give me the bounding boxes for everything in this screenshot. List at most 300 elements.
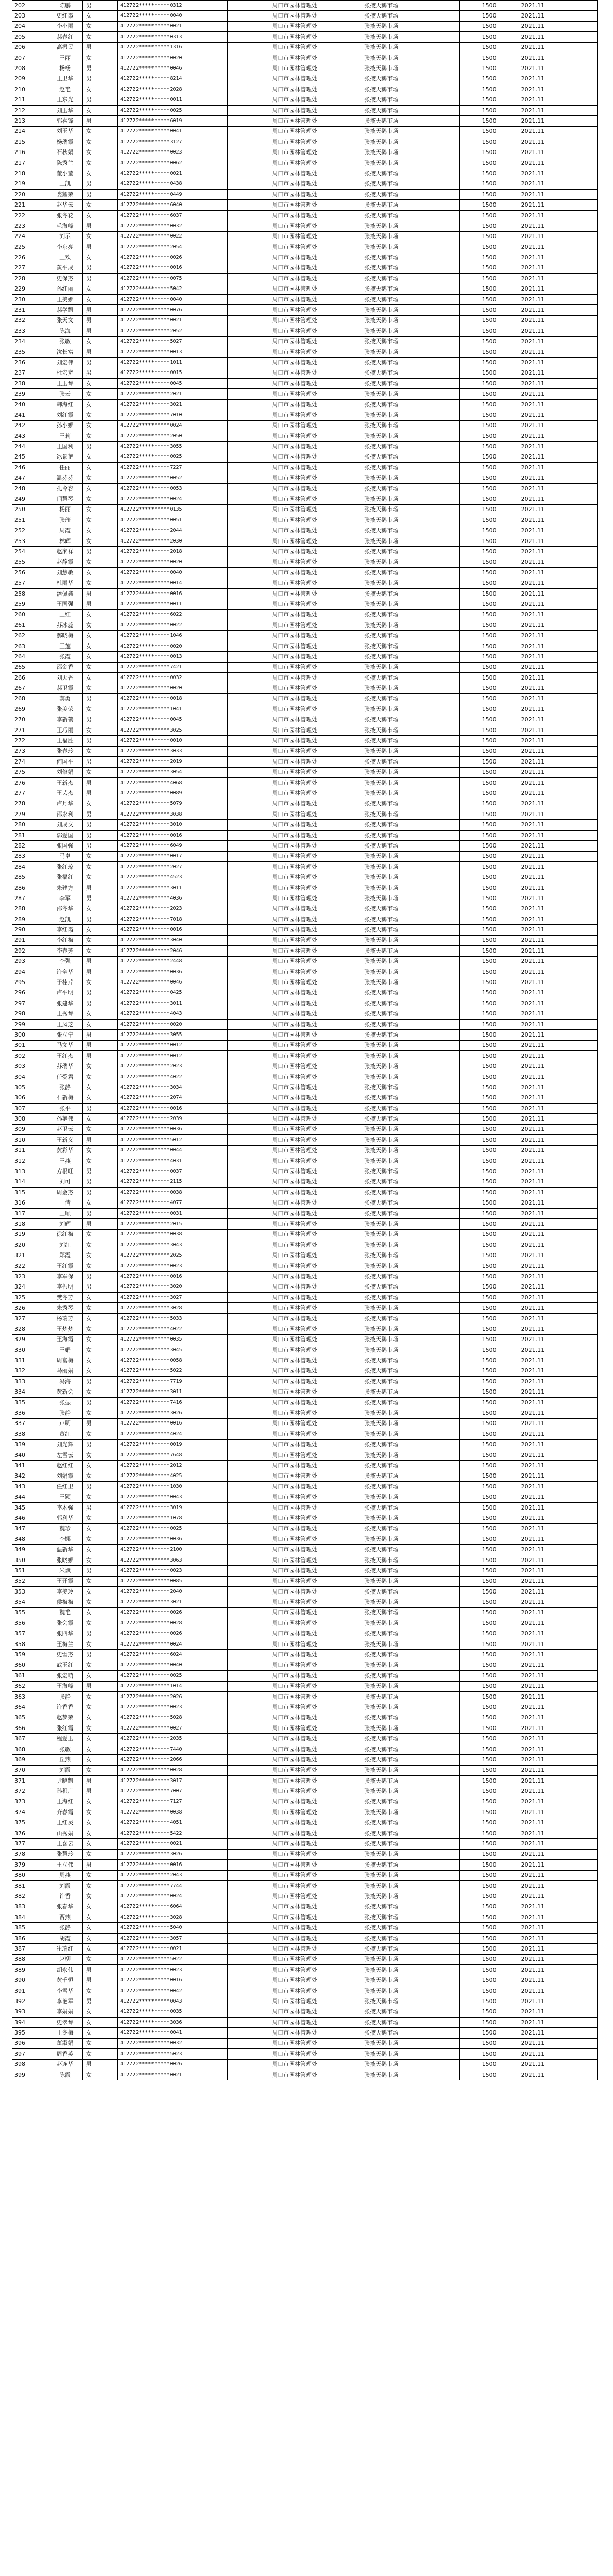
row-number-cell: 267 xyxy=(12,683,47,693)
table-row xyxy=(12,158,598,168)
gender-cell: 女 xyxy=(82,473,117,483)
position-cell: 张掖天鹅市场 xyxy=(362,673,460,683)
organization-cell: 周口市园林管理处 xyxy=(228,609,362,620)
gender-cell: 女 xyxy=(82,1408,117,1418)
organization-cell: 周口市园林管理处 xyxy=(228,1807,362,1818)
row-number-cell: 291 xyxy=(12,935,47,945)
table-row xyxy=(12,452,598,462)
organization-cell: 周口市园林管理处 xyxy=(228,1744,362,1754)
row-number-cell: 307 xyxy=(12,1104,47,1114)
name-cell: 史雪杰 xyxy=(47,1650,82,1660)
organization-cell: 周口市园林管理处 xyxy=(228,904,362,914)
table-row xyxy=(12,200,598,210)
table-row xyxy=(12,998,598,1009)
date-cell: 2021.11 xyxy=(519,336,597,347)
table-row xyxy=(12,494,598,504)
id-number-cell: 412722**********0040 xyxy=(118,568,228,578)
gender-cell: 女 xyxy=(82,399,117,410)
date-cell: 2021.11 xyxy=(519,1555,597,1565)
organization-cell: 周口市园林管理处 xyxy=(228,1156,362,1166)
name-cell: 张美荣 xyxy=(47,704,82,715)
date-cell: 2021.11 xyxy=(519,126,597,137)
gender-cell: 女 xyxy=(82,1902,117,1912)
name-cell: 李军 xyxy=(47,893,82,904)
id-number-cell: 412722**********0023 xyxy=(118,1566,228,1576)
amount-cell: 1500 xyxy=(459,1418,519,1429)
amount-cell: 1500 xyxy=(459,1797,519,1807)
table-row xyxy=(12,1860,598,1870)
date-cell: 2021.11 xyxy=(519,2028,597,2038)
name-cell: 王秀琴 xyxy=(47,1009,82,1019)
row-number-cell: 397 xyxy=(12,2049,47,2059)
table-row xyxy=(12,1303,598,1313)
amount-cell: 1500 xyxy=(459,536,519,546)
name-cell: 张晓娜 xyxy=(47,1555,82,1565)
amount-cell: 1500 xyxy=(459,809,519,820)
organization-cell: 周口市园林管理处 xyxy=(228,158,362,168)
table-row xyxy=(12,1723,598,1734)
position-cell: 张掖天鹅市场 xyxy=(362,1860,460,1870)
table-row xyxy=(12,2007,598,2017)
row-number-cell: 276 xyxy=(12,777,47,788)
date-cell: 2021.11 xyxy=(519,399,597,410)
gender-cell: 女 xyxy=(82,1229,117,1240)
row-number-cell: 289 xyxy=(12,914,47,924)
name-cell: 王芸杰 xyxy=(47,788,82,799)
date-cell: 2021.11 xyxy=(519,1954,597,1964)
gender-cell: 女 xyxy=(82,200,117,210)
gender-cell: 女 xyxy=(82,1114,117,1124)
position-cell: 张掖天鹅市场 xyxy=(362,84,460,95)
name-cell: 林辉 xyxy=(47,536,82,546)
gender-cell: 女 xyxy=(82,746,117,756)
table-row xyxy=(12,925,598,935)
gender-cell: 女 xyxy=(82,1293,117,1303)
organization-cell: 周口市园林管理处 xyxy=(228,389,362,399)
id-number-cell: 412722**********0036 xyxy=(118,1534,228,1545)
date-cell: 2021.11 xyxy=(519,1650,597,1660)
table-row xyxy=(12,1418,598,1429)
id-number-cell: 412722**********0021 xyxy=(118,1839,228,1849)
position-cell: 张掖天鹅市场 xyxy=(362,1471,460,1481)
name-cell: 张福红 xyxy=(47,872,82,883)
name-cell: 王海红 xyxy=(47,1797,82,1807)
date-cell: 2021.11 xyxy=(519,1124,597,1134)
table-row xyxy=(12,1208,598,1218)
position-cell: 张掖天鹅市场 xyxy=(362,746,460,756)
gender-cell: 女 xyxy=(82,1145,117,1156)
id-number-cell: 412722**********4051 xyxy=(118,1818,228,1828)
name-cell: 黄新会 xyxy=(47,1387,82,1397)
date-cell: 2021.11 xyxy=(519,568,597,578)
name-cell: 张春玲 xyxy=(47,746,82,756)
gender-cell: 女 xyxy=(82,799,117,809)
amount-cell: 1500 xyxy=(459,1061,519,1072)
position-cell: 张掖天鹅市场 xyxy=(362,588,460,599)
organization-cell: 周口市园林管理处 xyxy=(228,84,362,95)
date-cell: 2021.11 xyxy=(519,1439,597,1450)
table-row xyxy=(12,389,598,399)
position-cell: 张掖天鹅市场 xyxy=(362,1975,460,1986)
table-row xyxy=(12,1576,598,1586)
row-number-cell: 288 xyxy=(12,904,47,914)
amount-cell: 1500 xyxy=(459,1450,519,1460)
row-number-cell: 347 xyxy=(12,1523,47,1534)
gender-cell: 女 xyxy=(82,609,117,620)
gender-cell: 女 xyxy=(82,620,117,631)
name-cell: 张立宁 xyxy=(47,1030,82,1040)
row-number-cell: 241 xyxy=(12,410,47,420)
amount-cell: 1500 xyxy=(459,463,519,473)
amount-cell: 1500 xyxy=(459,1902,519,1912)
name-cell: 张天文 xyxy=(47,315,82,326)
organization-cell: 周口市园林管理处 xyxy=(228,420,362,431)
id-number-cell: 412722**********0012 xyxy=(118,1051,228,1061)
organization-cell: 周口市园林管理处 xyxy=(228,1072,362,1082)
name-cell: 张红霞 xyxy=(47,1723,82,1734)
table-row xyxy=(12,63,598,74)
row-number-cell: 278 xyxy=(12,799,47,809)
amount-cell: 1500 xyxy=(459,420,519,431)
gender-cell: 男 xyxy=(82,190,117,200)
table-row xyxy=(12,1891,598,1902)
position-cell: 张掖天鹅市场 xyxy=(362,767,460,777)
date-cell: 2021.11 xyxy=(519,904,597,914)
amount-cell: 1500 xyxy=(459,1072,519,1082)
amount-cell: 1500 xyxy=(459,2028,519,2038)
row-number-cell: 320 xyxy=(12,1240,47,1250)
name-cell: 任丽 xyxy=(47,463,82,473)
id-number-cell: 412722**********0016 xyxy=(118,1975,228,1986)
id-number-cell: 412722**********2074 xyxy=(118,1093,228,1103)
id-number-cell: 412722**********3021 xyxy=(118,399,228,410)
position-cell: 张掖天鹅市场 xyxy=(362,1713,460,1723)
amount-cell: 1500 xyxy=(459,557,519,567)
date-cell: 2021.11 xyxy=(519,1461,597,1471)
name-cell: 张会霞 xyxy=(47,1618,82,1629)
date-cell: 2021.11 xyxy=(519,1082,597,1093)
table-row xyxy=(12,1408,598,1418)
gender-cell: 女 xyxy=(82,568,117,578)
position-cell: 张掖天鹅市场 xyxy=(362,1145,460,1156)
name-cell: 朱建方 xyxy=(47,883,82,893)
position-cell: 张掖天鹅市场 xyxy=(362,274,460,284)
row-number-cell: 221 xyxy=(12,200,47,210)
id-number-cell: 412722**********0021 xyxy=(118,168,228,179)
name-cell: 胡霞 xyxy=(47,1933,82,1943)
organization-cell: 周口市园林管理处 xyxy=(228,830,362,840)
amount-cell: 1500 xyxy=(459,620,519,631)
amount-cell: 1500 xyxy=(459,1691,519,1702)
row-number-cell: 287 xyxy=(12,893,47,904)
gender-cell: 女 xyxy=(82,2018,117,2028)
id-number-cell: 412722**********0085 xyxy=(118,1576,228,1586)
id-number-cell: 412722**********0032 xyxy=(118,673,228,683)
position-cell: 张掖天鹅市场 xyxy=(362,1,460,11)
date-cell: 2021.11 xyxy=(519,326,597,336)
position-cell: 张掖天鹅市场 xyxy=(362,126,460,137)
date-cell: 2021.11 xyxy=(519,799,597,809)
organization-cell: 周口市园林管理处 xyxy=(228,956,362,967)
gender-cell: 女 xyxy=(82,1797,117,1807)
amount-cell: 1500 xyxy=(459,515,519,526)
gender-cell: 女 xyxy=(82,494,117,504)
table-row xyxy=(12,536,598,546)
date-cell: 2021.11 xyxy=(519,494,597,504)
gender-cell: 女 xyxy=(82,1429,117,1439)
position-cell: 张掖天鹅市场 xyxy=(362,1734,460,1744)
organization-cell: 周口市园林管理处 xyxy=(228,11,362,21)
position-cell: 张掖天鹅市场 xyxy=(362,1933,460,1943)
date-cell: 2021.11 xyxy=(519,1104,597,1114)
name-cell: 张振 xyxy=(47,1397,82,1408)
name-cell: 王红 xyxy=(47,609,82,620)
organization-cell: 周口市园林管理处 xyxy=(228,757,362,767)
name-cell: 尹晓凯 xyxy=(47,1776,82,1786)
table-row xyxy=(12,1744,598,1754)
name-cell: 李娟娟 xyxy=(47,2007,82,2017)
organization-cell: 周口市园林管理处 xyxy=(228,263,362,273)
id-number-cell: 412722**********3028 xyxy=(118,1912,228,1923)
table-row xyxy=(12,1293,598,1303)
row-number-cell: 297 xyxy=(12,998,47,1009)
table-row xyxy=(12,1765,598,1775)
date-cell: 2021.11 xyxy=(519,1324,597,1334)
position-cell: 张掖天鹅市场 xyxy=(362,1397,460,1408)
id-number-cell: 412722**********0025 xyxy=(118,105,228,115)
table-row xyxy=(12,326,598,336)
name-cell: 刘修娟 xyxy=(47,767,82,777)
id-number-cell: 412722**********7018 xyxy=(118,914,228,924)
name-cell: 娄耀荣 xyxy=(47,190,82,200)
amount-cell: 1500 xyxy=(459,1,519,11)
row-number-cell: 378 xyxy=(12,1849,47,1859)
row-number-cell: 324 xyxy=(12,1282,47,1292)
row-number-cell: 225 xyxy=(12,242,47,252)
gender-cell: 男 xyxy=(82,1377,117,1387)
date-cell: 2021.11 xyxy=(519,1408,597,1418)
id-number-cell: 412722**********0062 xyxy=(118,158,228,168)
row-number-cell: 228 xyxy=(12,274,47,284)
date-cell: 2021.11 xyxy=(519,210,597,221)
amount-cell: 1500 xyxy=(459,147,519,158)
table-row xyxy=(12,1355,598,1366)
table-row xyxy=(12,693,598,704)
gender-cell: 女 xyxy=(82,1345,117,1355)
id-number-cell: 412722**********6019 xyxy=(118,116,228,126)
table-row xyxy=(12,399,598,410)
organization-cell: 周口市园林管理处 xyxy=(228,168,362,179)
table-row xyxy=(12,242,598,252)
row-number-cell: 345 xyxy=(12,1502,47,1513)
date-cell: 2021.11 xyxy=(519,1776,597,1786)
name-cell: 杜宏宽 xyxy=(47,368,82,378)
amount-cell: 1500 xyxy=(459,53,519,63)
id-number-cell: 412722**********3036 xyxy=(118,2018,228,2028)
amount-cell: 1500 xyxy=(459,736,519,746)
row-number-cell: 399 xyxy=(12,2070,47,2080)
organization-cell: 周口市园林管理处 xyxy=(228,1660,362,1670)
date-cell: 2021.11 xyxy=(519,42,597,53)
organization-cell: 周口市园林管理处 xyxy=(228,1912,362,1923)
organization-cell: 周口市园林管理处 xyxy=(228,1492,362,1502)
table-row xyxy=(12,147,598,158)
amount-cell: 1500 xyxy=(459,872,519,883)
table-row xyxy=(12,1818,598,1828)
organization-cell: 周口市园林管理处 xyxy=(228,53,362,63)
amount-cell: 1500 xyxy=(459,84,519,95)
position-cell: 张掖天鹅市场 xyxy=(362,399,460,410)
table-row xyxy=(12,809,598,820)
gender-cell: 女 xyxy=(82,452,117,462)
row-number-cell: 303 xyxy=(12,1061,47,1072)
date-cell: 2021.11 xyxy=(519,693,597,704)
name-cell: 崔瑞红 xyxy=(47,1944,82,1954)
position-cell: 张掖天鹅市场 xyxy=(362,788,460,799)
position-cell: 张掖天鹅市场 xyxy=(362,1104,460,1114)
row-number-cell: 242 xyxy=(12,420,47,431)
position-cell: 张掖天鹅市场 xyxy=(362,925,460,935)
table-row xyxy=(12,1629,598,1639)
position-cell: 张掖天鹅市场 xyxy=(362,1618,460,1629)
table-row xyxy=(12,1188,598,1198)
position-cell: 张掖天鹅市场 xyxy=(362,1135,460,1145)
date-cell: 2021.11 xyxy=(519,1902,597,1912)
amount-cell: 1500 xyxy=(459,830,519,840)
date-cell: 2021.11 xyxy=(519,1586,597,1597)
id-number-cell: 412722**********0040 xyxy=(118,294,228,304)
amount-cell: 1500 xyxy=(459,2049,519,2059)
amount-cell: 1500 xyxy=(459,704,519,715)
id-number-cell: 412722**********3011 xyxy=(118,998,228,1009)
position-cell: 张掖天鹅市场 xyxy=(362,1408,460,1418)
table-row xyxy=(12,1607,598,1618)
amount-cell: 1500 xyxy=(459,777,519,788)
id-number-cell: 412722**********0025 xyxy=(118,452,228,462)
amount-cell: 1500 xyxy=(459,105,519,115)
table-row xyxy=(12,515,598,526)
row-number-cell: 268 xyxy=(12,693,47,704)
name-cell: 苏瑞华 xyxy=(47,1061,82,1072)
position-cell: 张掖天鹅市场 xyxy=(362,1629,460,1639)
table-row xyxy=(12,1902,598,1912)
row-number-cell: 295 xyxy=(12,977,47,988)
row-number-cell: 212 xyxy=(12,105,47,115)
id-number-cell: 412722**********1041 xyxy=(118,704,228,715)
organization-cell: 周口市园林管理处 xyxy=(228,925,362,935)
row-number-cell: 214 xyxy=(12,126,47,137)
id-number-cell: 412722**********0021 xyxy=(118,2070,228,2080)
id-number-cell: 412722**********0016 xyxy=(118,1418,228,1429)
position-cell: 张掖天鹅市场 xyxy=(362,1177,460,1187)
date-cell: 2021.11 xyxy=(519,1166,597,1177)
name-cell: 王开霞 xyxy=(47,1576,82,1586)
name-cell: 卢月华 xyxy=(47,799,82,809)
date-cell: 2021.11 xyxy=(519,872,597,883)
organization-cell: 周口市园林管理处 xyxy=(228,2070,362,2080)
gender-cell: 女 xyxy=(82,1355,117,1366)
position-cell: 张掖天鹅市场 xyxy=(362,1293,460,1303)
id-number-cell: 412722**********2015 xyxy=(118,1219,228,1229)
name-cell: 赵梦荣 xyxy=(47,1713,82,1723)
row-number-cell: 344 xyxy=(12,1492,47,1502)
organization-cell: 周口市园林管理处 xyxy=(228,693,362,704)
gender-cell: 女 xyxy=(82,1082,117,1093)
date-cell: 2021.11 xyxy=(519,442,597,452)
row-number-cell: 258 xyxy=(12,588,47,599)
name-cell: 王凯 xyxy=(47,179,82,189)
name-cell: 王福胜 xyxy=(47,736,82,746)
amount-cell: 1500 xyxy=(459,1839,519,1849)
position-cell: 张掖天鹅市场 xyxy=(362,1334,460,1345)
table-row xyxy=(12,620,598,631)
position-cell: 张掖天鹅市场 xyxy=(362,1891,460,1902)
row-number-cell: 348 xyxy=(12,1534,47,1545)
row-number-cell: 210 xyxy=(12,84,47,95)
date-cell: 2021.11 xyxy=(519,1818,597,1828)
row-number-cell: 386 xyxy=(12,1933,47,1943)
name-cell: 王红霞 xyxy=(47,1261,82,1271)
date-cell: 2021.11 xyxy=(519,809,597,820)
gender-cell: 女 xyxy=(82,1765,117,1775)
id-number-cell: 412722**********0016 xyxy=(118,263,228,273)
amount-cell: 1500 xyxy=(459,1009,519,1019)
id-number-cell: 412722**********2019 xyxy=(118,757,228,767)
id-number-cell: 412722**********0026 xyxy=(118,1607,228,1618)
table-row xyxy=(12,1555,598,1565)
date-cell: 2021.11 xyxy=(519,95,597,105)
row-number-cell: 294 xyxy=(12,967,47,977)
date-cell: 2021.11 xyxy=(519,1377,597,1387)
table-row xyxy=(12,2038,598,2048)
row-number-cell: 279 xyxy=(12,809,47,820)
gender-cell: 女 xyxy=(82,1691,117,1702)
row-number-cell: 204 xyxy=(12,21,47,31)
organization-cell: 周口市园林管理处 xyxy=(228,1545,362,1555)
organization-cell: 周口市园林管理处 xyxy=(228,788,362,799)
row-number-cell: 384 xyxy=(12,1912,47,1923)
gender-cell: 女 xyxy=(82,526,117,536)
date-cell: 2021.11 xyxy=(519,998,597,1009)
table-row xyxy=(12,1534,598,1545)
row-number-cell: 263 xyxy=(12,641,47,651)
id-number-cell: 412722**********1030 xyxy=(118,1482,228,1492)
table-row xyxy=(12,1145,598,1156)
position-cell: 张掖天鹅市场 xyxy=(362,1639,460,1649)
gender-cell: 男 xyxy=(82,1965,117,1975)
amount-cell: 1500 xyxy=(459,1313,519,1324)
id-number-cell: 412722**********2040 xyxy=(118,1586,228,1597)
gender-cell: 男 xyxy=(82,63,117,74)
table-row xyxy=(12,1282,598,1292)
gender-cell: 女 xyxy=(82,2070,117,2080)
row-number-cell: 224 xyxy=(12,231,47,242)
position-cell: 张掖天鹅市场 xyxy=(362,190,460,200)
organization-cell: 周口市园林管理处 xyxy=(228,305,362,315)
table-row xyxy=(12,305,598,315)
table-row xyxy=(12,872,598,883)
name-cell: 李娜 xyxy=(47,1534,82,1545)
gender-cell: 男 xyxy=(82,757,117,767)
table-row xyxy=(12,935,598,945)
name-cell: 史红霞 xyxy=(47,11,82,21)
name-cell: 邵金香 xyxy=(47,662,82,672)
date-cell: 2021.11 xyxy=(519,379,597,389)
name-cell: 张宏萌 xyxy=(47,1671,82,1681)
organization-cell: 周口市园林管理处 xyxy=(228,326,362,336)
row-number-cell: 207 xyxy=(12,53,47,63)
gender-cell: 男 xyxy=(82,242,117,252)
